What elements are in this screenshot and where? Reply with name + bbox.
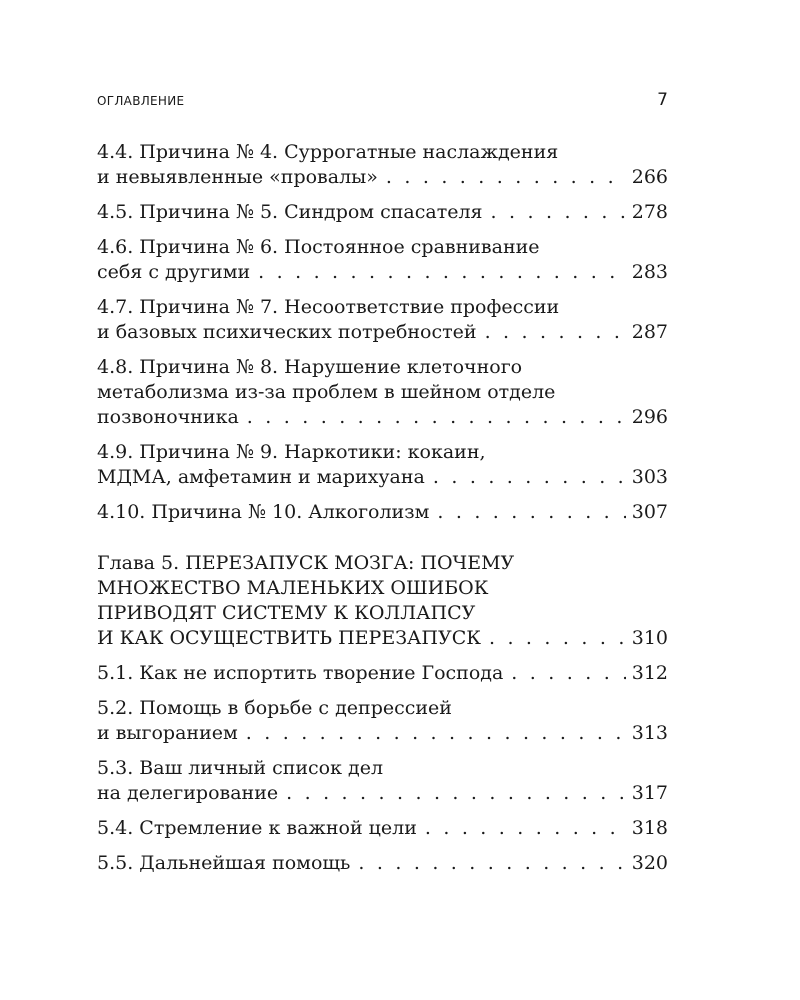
dot-leader bbox=[433, 465, 626, 490]
dot-leader bbox=[491, 200, 626, 225]
toc-entry-4-4[interactable] bbox=[97, 140, 668, 190]
toc-entry-text: 5.4. Стремление к важной цели bbox=[97, 817, 417, 839]
running-head: ОГЛАВЛЕНИЕ bbox=[97, 94, 185, 108]
toc-entry-text: 5.2. Помощь в борьбе с депрессией bbox=[97, 697, 452, 719]
toc-page-number: 317 bbox=[631, 782, 668, 804]
dot-leader bbox=[489, 626, 626, 651]
toc-page-number: 287 bbox=[631, 321, 668, 343]
toc-entry-5-1[interactable] bbox=[97, 661, 668, 686]
toc-entry-text: и выгоранием bbox=[97, 722, 238, 744]
toc-page-number: 303 bbox=[631, 466, 668, 488]
page-header bbox=[97, 92, 668, 114]
toc-entry-text: 4.4. Причина № 4. Суррогатные наслаждения bbox=[97, 141, 559, 163]
toc-entry-text: ПРИВОДЯТ СИСТЕМУ К КОЛЛАПСУ bbox=[97, 602, 476, 624]
toc-entry-4-5[interactable] bbox=[97, 200, 668, 225]
toc-entry-4-7[interactable] bbox=[97, 295, 668, 345]
toc-entry-text: 4.7. Причина № 7. Несоответствие профессии bbox=[97, 296, 560, 318]
toc-entry-text: МНОЖЕСТВО МАЛЕНЬКИХ ОШИБОК bbox=[97, 577, 489, 599]
page-number: 7 bbox=[657, 90, 668, 110]
toc-entry-text: метаболизма из-за проблем в шейном отделе bbox=[97, 381, 556, 403]
dot-leader bbox=[437, 500, 625, 525]
toc-entry-5-4[interactable] bbox=[97, 816, 668, 841]
dot-leader bbox=[258, 260, 626, 285]
toc-page-number: 307 bbox=[631, 501, 668, 523]
dot-leader bbox=[511, 661, 625, 686]
dot-leader bbox=[286, 781, 626, 806]
dot-leader bbox=[425, 816, 626, 841]
toc-entry-text: 4.5. Причина № 5. Синдром спасателя bbox=[97, 201, 483, 223]
toc-page-number: 313 bbox=[631, 722, 668, 744]
toc-entry-text: 5.1. Как не испортить творение Господа bbox=[97, 662, 504, 684]
toc-page-number: 312 bbox=[631, 662, 668, 684]
toc-entry-text: позвоночника bbox=[97, 406, 239, 428]
table-of-contents bbox=[97, 140, 668, 886]
toc-entry-5-2[interactable] bbox=[97, 696, 668, 746]
toc-entry-text: 5.3. Ваш личный список дел bbox=[97, 757, 384, 779]
toc-entry-text: 5.5. Дальнейшая помощь bbox=[97, 852, 351, 874]
toc-entry-5-3[interactable] bbox=[97, 756, 668, 806]
toc-entry-text: Глава 5. ПЕРЕЗАПУСК МОЗГА: ПОЧЕМУ bbox=[97, 552, 515, 574]
toc-page-number: 266 bbox=[631, 166, 668, 188]
toc-entry-5-5[interactable] bbox=[97, 851, 668, 876]
toc-entry-4-8[interactable] bbox=[97, 355, 668, 430]
toc-page-number: 310 bbox=[631, 627, 668, 649]
dot-leader bbox=[386, 165, 626, 190]
toc-entry-text: И КАК ОСУЩЕСТВИТЬ ПЕРЕЗАПУСК bbox=[97, 627, 481, 649]
toc-entry-text: 4.8. Причина № 8. Нарушение клеточного bbox=[97, 356, 523, 378]
toc-entry-text: и невыявленные «провалы» bbox=[97, 166, 378, 188]
toc-entry-text: на делегирование bbox=[97, 782, 279, 804]
toc-entry-4-10[interactable] bbox=[97, 500, 668, 525]
toc-page-number: 320 bbox=[631, 852, 668, 874]
toc-page-number: 278 bbox=[631, 201, 668, 223]
dot-leader bbox=[246, 721, 626, 746]
dot-leader bbox=[485, 320, 626, 345]
toc-entry-text: 4.6. Причина № 6. Постоянное сравнивание bbox=[97, 236, 540, 258]
toc-entry-4-6[interactable] bbox=[97, 235, 668, 285]
toc-entry-text: 4.9. Причина № 9. Наркотики: кокаин, bbox=[97, 441, 486, 463]
dot-leader bbox=[247, 405, 626, 430]
toc-entry-text: 4.10. Причина № 10. Алкоголизм bbox=[97, 501, 430, 523]
toc-page-number: 283 bbox=[631, 261, 668, 283]
toc-entry-chapter-5[interactable] bbox=[97, 551, 668, 651]
dot-leader bbox=[358, 851, 625, 876]
toc-page-number: 318 bbox=[631, 817, 668, 839]
toc-page-number: 296 bbox=[631, 406, 668, 428]
toc-entry-text: МДМА, амфетамин и марихуана bbox=[97, 466, 425, 488]
toc-entry-text: себя с другими bbox=[97, 261, 251, 283]
toc-entry-4-9[interactable] bbox=[97, 440, 668, 490]
toc-entry-text: и базовых психических потребностей bbox=[97, 321, 477, 343]
